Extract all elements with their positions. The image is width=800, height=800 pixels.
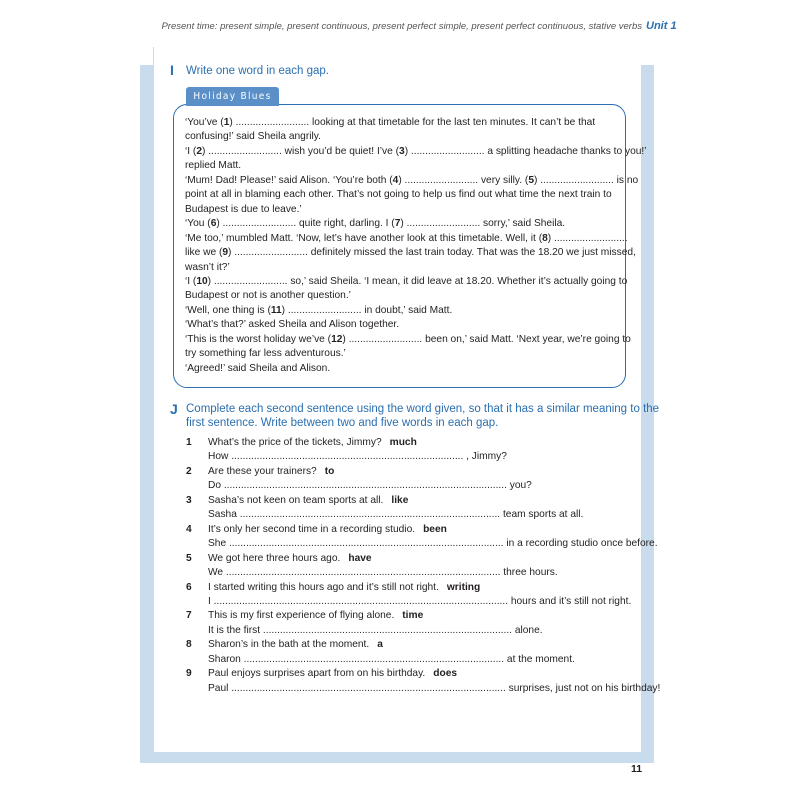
exercise-item xyxy=(186,581,606,595)
story-segment: ‘Well, one thing is ( xyxy=(185,304,271,316)
exercise-keyword: writing xyxy=(446,581,481,593)
story-segment: ) .......................... looking at that timetable for the last ten minutes. It can’t be that xyxy=(229,117,596,128)
exercise-sentence: Paul enjoys surprises apart from on his birthday. xyxy=(208,668,426,680)
exercise-sentence: Sharon’s in the bath at the moment. xyxy=(208,639,370,651)
exercise-answer-line[interactable]: I ........................................................................................................ hours and it’s still not right. xyxy=(208,595,632,607)
exercise-answer-row xyxy=(186,566,606,580)
story-segment: ) .......................... very silly. ( xyxy=(398,174,529,186)
exercise-answer-row xyxy=(186,595,632,609)
exercise-answer-row xyxy=(186,653,606,667)
exercise-answer-row xyxy=(186,682,661,696)
story-line xyxy=(185,246,636,260)
story-text xyxy=(185,116,647,376)
exercise-keyword: have xyxy=(348,552,372,564)
page-number: 11 xyxy=(631,763,643,775)
story-segment: ‘You ( xyxy=(185,218,211,230)
header-topics: Present time: present simple, present continuous, present perfect simple, present perfect continuous, stative verbs xyxy=(161,21,642,32)
exercise-number-spacer xyxy=(186,450,208,464)
exercise-answer-line[interactable]: Sasha ............................................................................................ team sports at all. xyxy=(208,509,584,521)
exercise-number: 4 xyxy=(186,523,192,535)
story-line xyxy=(185,217,615,231)
exercise-keyword: been xyxy=(423,523,447,535)
section-j-instruction-line2: first sentence. Write between two and five words in each gap. xyxy=(186,417,499,429)
gap-number: 10 xyxy=(196,275,208,287)
exercise-keyword: to xyxy=(324,465,335,477)
story-line xyxy=(185,188,615,202)
exercise-answer-line[interactable]: Do .................................................................................................... you? xyxy=(208,480,532,492)
exercise-answer-row xyxy=(186,450,606,464)
exercise-number-spacer xyxy=(186,595,208,609)
story-segment: ‘Me too,’ mumbled Matt. ‘Now, let’s have another look at this timetable. Well, it ( xyxy=(185,232,543,244)
exercise-number-spacer xyxy=(186,479,208,493)
story-segment: ‘This is the worst holiday we’ve ( xyxy=(185,333,332,345)
header-unit: Unit 1 xyxy=(646,20,677,32)
story-segment: Budapest or not is another question.’ xyxy=(185,290,351,302)
exercise-sentence: It’s only her second time in a recording studio. xyxy=(208,523,416,535)
exercise-number-spacer xyxy=(186,682,208,696)
story-segment: ‘Agreed!’ said Sheila and Alison. xyxy=(185,362,331,374)
exercise-answer-row xyxy=(186,624,606,638)
exercise-number: 1 xyxy=(186,437,192,448)
gap-number: 9 xyxy=(222,247,229,259)
story-line xyxy=(185,145,647,159)
exercise-item xyxy=(186,465,606,479)
gap-number: 4 xyxy=(392,174,399,186)
exercise-answer-line[interactable]: How .................................................................................. , Jimmy? xyxy=(208,451,507,463)
section-j-letter: J xyxy=(170,401,178,417)
story-segment: ) .......................... is no xyxy=(533,174,639,186)
story-line xyxy=(185,333,631,347)
exercise-item xyxy=(186,552,606,566)
exercise-number: 5 xyxy=(186,552,192,564)
story-line xyxy=(185,232,628,246)
gap-number: 2 xyxy=(196,145,202,157)
exercise-item xyxy=(186,436,606,450)
story-line xyxy=(185,304,615,318)
exercise-keyword: does xyxy=(433,668,458,680)
story-segment: ) .......................... so,’ said Sheila. ‘I mean, it did leave at 18.20. Whether it’s actually going to xyxy=(207,275,628,287)
exercise-answer-row xyxy=(186,537,658,551)
story-segment: ) .......................... xyxy=(547,232,628,244)
exercise-answer-row xyxy=(186,508,606,522)
story-segment: point at all in blaming each other. That’s not going to help us find out what time the next train to xyxy=(185,189,612,201)
exercise-number: 7 xyxy=(186,610,192,622)
story-segment: ‘You’ve ( xyxy=(185,117,224,128)
story-line xyxy=(185,362,615,376)
section-j-instruction xyxy=(186,402,659,430)
story-segment: ) .......................... wish you’d be quiet! I’ve ( xyxy=(202,145,400,157)
gap-number: 3 xyxy=(399,145,405,157)
story-line xyxy=(185,159,615,173)
exercise-answer-line[interactable]: Paul ................................................................................................. surprises, just not on his birthday! xyxy=(208,682,661,694)
exercise-sentence: What’s the price of the tickets, Jimmy? xyxy=(208,437,382,448)
gap-number: 6 xyxy=(210,218,217,230)
story-segment: ) .......................... quite right, darling. I ( xyxy=(216,218,395,230)
exercise-item xyxy=(186,523,606,537)
story-segment: confusing!’ said Sheila angrily. xyxy=(185,131,321,143)
story-line xyxy=(185,174,639,188)
story-segment: ) .......................... been on,’ said Matt. ‘Next year, we’re going to xyxy=(342,333,631,345)
story-segment: try something far less adventurous.’ xyxy=(185,348,346,360)
gap-number: 7 xyxy=(394,218,401,230)
exercise-keyword: time xyxy=(402,610,424,622)
story-line xyxy=(185,130,615,144)
story-line xyxy=(185,318,615,332)
story-segment: ‘I ( xyxy=(185,275,197,287)
gap-number: 8 xyxy=(542,232,548,244)
story-line xyxy=(185,261,615,275)
exercise-answer-line[interactable]: Sharon ............................................................................................ at the moment. xyxy=(208,653,575,665)
exercise-keyword: a xyxy=(377,639,383,651)
story-segment: like we ( xyxy=(185,247,223,259)
exercise-item xyxy=(186,638,606,652)
exercise-answer-line[interactable]: She ................................................................................................. in a recording studio once before. xyxy=(208,538,658,550)
gap-number: 12 xyxy=(331,333,343,345)
exercise-number-spacer xyxy=(186,624,208,638)
exercise-number-spacer xyxy=(186,653,208,667)
story-line xyxy=(185,289,615,303)
story-segment: wasn’t it?’ xyxy=(185,261,230,273)
exercise-number: 9 xyxy=(186,668,192,680)
exercise-answer-line[interactable]: It is the first ........................................................................................ alone. xyxy=(208,624,543,636)
story-line xyxy=(185,347,615,361)
gap-number: 11 xyxy=(270,304,282,316)
exercise-list xyxy=(186,436,661,696)
story-segment: ) .......................... a splitting headache thanks to you!’ xyxy=(404,145,647,157)
gap-number: 5 xyxy=(528,174,534,186)
exercise-sentence: Are these your trainers? xyxy=(208,465,317,477)
exercise-number: 8 xyxy=(186,639,192,651)
exercise-answer-row xyxy=(186,479,606,493)
exercise-number: 6 xyxy=(186,581,192,593)
gap-number: 1 xyxy=(223,117,230,128)
section-j-instruction-line1: Complete each second sentence using the word given, so that it has a similar meaning to the xyxy=(186,403,660,415)
story-segment: ‘What’s that?’ asked Sheila and Alison together. xyxy=(185,319,400,331)
exercise-keyword: much xyxy=(389,437,417,448)
running-header xyxy=(161,20,677,32)
exercise-item xyxy=(186,609,606,623)
exercise-item xyxy=(186,494,606,508)
story-title-tab: Holiday Blues xyxy=(186,87,279,106)
story-line xyxy=(185,116,615,130)
section-i-letter: I xyxy=(170,62,174,78)
exercise-number: 2 xyxy=(186,465,192,477)
story-segment: ) .......................... sorry,’ said Sheila. xyxy=(400,218,566,230)
section-i-instruction: Write one word in each gap. xyxy=(186,65,329,77)
story-line xyxy=(185,275,628,289)
exercise-number: 3 xyxy=(186,494,192,506)
story-segment: replied Matt. xyxy=(185,160,242,172)
exercise-answer-line[interactable]: We ................................................................................................. three hours. xyxy=(208,567,558,579)
story-segment: ‘I ( xyxy=(185,145,197,157)
story-segment: ‘Mum! Dad! Please!’ said Alison. ‘You’re both ( xyxy=(185,174,393,186)
exercise-sentence: We got here three hours ago. xyxy=(208,552,341,564)
exercise-sentence: I started writing this hours ago and it’s still not right. xyxy=(208,581,439,593)
exercise-sentence: Sasha’s not keen on team sports at all. xyxy=(208,494,384,506)
story-segment: ) .......................... definitely missed the last train today. That was the 18.20 we just missed, xyxy=(228,247,636,259)
story-segment: ) .......................... in doubt,’ said Matt. xyxy=(281,304,453,316)
exercise-keyword: like xyxy=(391,494,409,506)
story-segment: Budapest is due to leave.’ xyxy=(185,203,302,215)
exercise-number-spacer xyxy=(186,537,208,551)
exercise-item xyxy=(186,667,606,681)
exercise-number-spacer xyxy=(186,566,208,580)
exercise-sentence: This is my first experience of flying alone. xyxy=(208,610,395,622)
story-line xyxy=(185,203,615,217)
exercise-number-spacer xyxy=(186,508,208,522)
